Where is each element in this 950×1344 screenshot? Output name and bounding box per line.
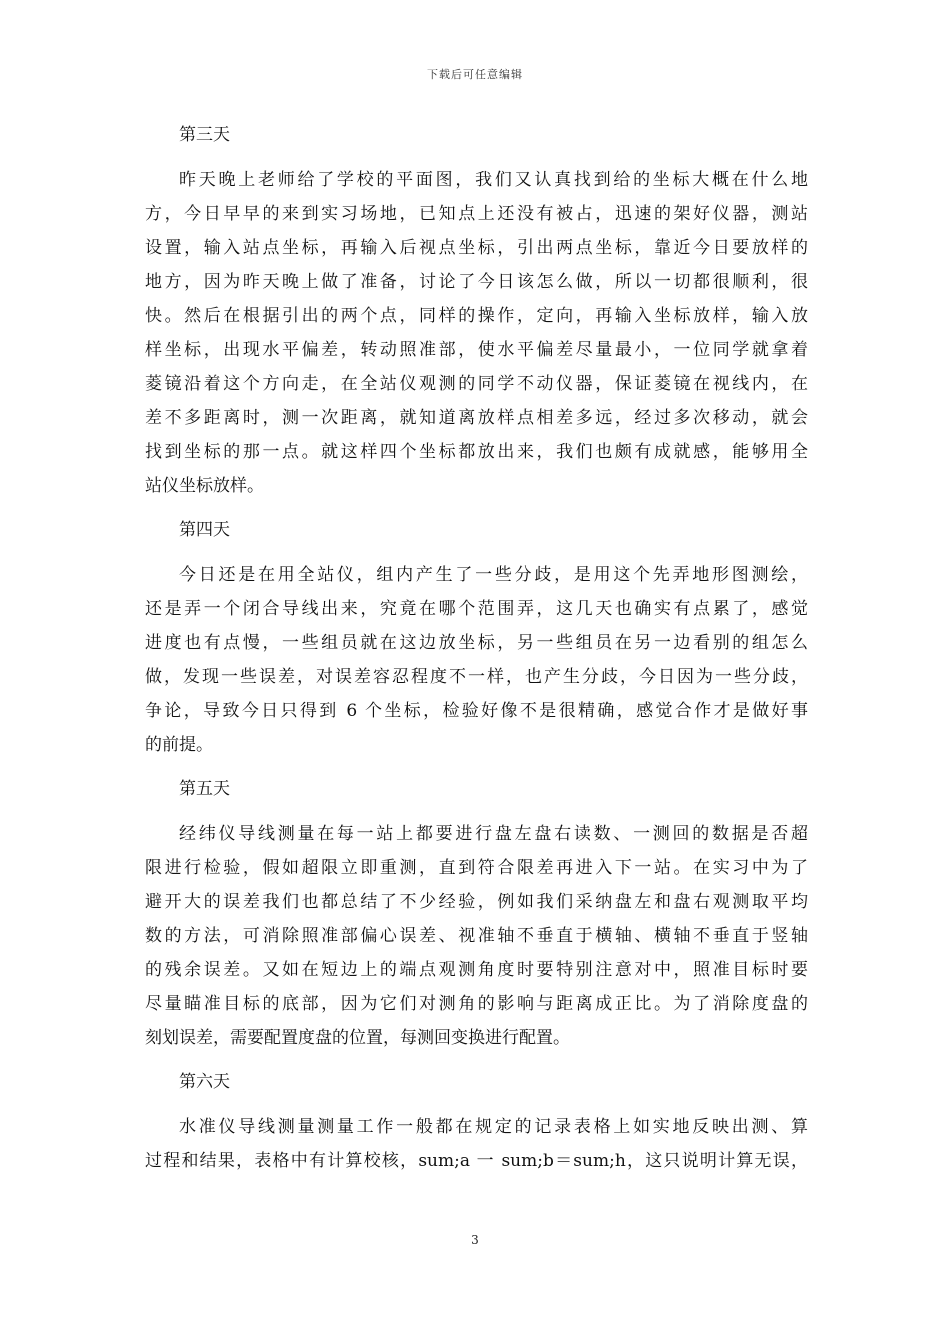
page-number: 3 (471, 1233, 479, 1247)
text-line: 数的方法，可消除照准部偏心误差、视准轴不垂直于横轴、横轴不垂直于竖轴 (145, 926, 808, 946)
text-line: 找到坐标的那一点。就这样四个坐标都放出来，我们也颇有成就感，能够用全 (145, 442, 808, 462)
text-line: 差不多距离时，测一次距离，就知道离放样点相差多远，经过多次移动，就会 (145, 408, 808, 428)
text-line: 的前提。 (145, 735, 213, 755)
text-line: 争论，导致今日只得到 6 个坐标，检验好像不是很精确，感觉合作才是做好事 (145, 701, 808, 721)
text-line: 设置，输入站点坐标，再输入后视点坐标，引出两点坐标，靠近今日要放样的 (145, 238, 808, 258)
text-line: 经纬仪导线测量在每一站上都要进行盘左盘右读数、一测回的数据是否超 (179, 824, 808, 844)
section-heading-day4: 第四天 (179, 520, 230, 540)
text-line: 站仪坐标放样。 (145, 476, 264, 496)
paragraph-day6 (145, 1110, 808, 1178)
text-line: 过程和结果，表格中有计算校核，sum;a 一 sum;b＝sum;h，这只说明计算无误， (145, 1151, 808, 1171)
text-line: 样坐标，出现水平偏差，转动照准部，使水平偏差尽量最小，一位同学就拿着 (145, 340, 808, 360)
document-body (145, 118, 808, 1188)
section-heading-day5: 第五天 (179, 779, 230, 799)
text-line: 快。然后在根据引出的两个点，同样的操作，定向，再输入坐标放样，输入放 (145, 306, 808, 326)
text-line: 还是弄一个闭合导线出来，究竟在哪个范围弄，这几天也确实有点累了，感觉 (145, 599, 808, 619)
text-line: 昨天晚上老师给了学校的平面图，我们又认真找到给的坐标大概在什么地 (179, 170, 808, 190)
text-line: 避开大的误差我们也都总结了不少经验，例如我们采纳盘左和盘右观测取平均 (145, 892, 808, 912)
text-line: 地方，因为昨天晚上做了准备，讨论了今日该怎么做，所以一切都很顺利，很 (145, 272, 808, 292)
page-header: 下载后可任意编辑 (427, 68, 523, 81)
paragraph-day3 (145, 163, 808, 503)
text-line: 今日还是在用全站仪，组内产生了一些分歧，是用这个先弄地形图测绘， (179, 565, 808, 585)
section-heading-day3: 第三天 (179, 125, 230, 145)
text-line: 限进行检验，假如超限立即重测，直到符合限差再进入下一站。在实习中为了 (145, 858, 808, 878)
section-heading-day6: 第六天 (179, 1072, 230, 1092)
text-line: 做，发现一些误差，对误差容忍程度不一样，也产生分歧，今日因为一些分歧， (145, 667, 808, 687)
text-line: 方，今日早早的来到实习场地，已知点上还没有被占，迅速的架好仪器，测站 (145, 204, 808, 224)
text-line: 刻划误差，需要配置度盘的位置，每测回变换进行配置。 (145, 1028, 570, 1048)
text-line: 菱镜沿着这个方向走，在全站仪观测的同学不动仪器，保证菱镜在视线内，在 (145, 374, 808, 394)
text-line: 进度也有点慢，一些组员就在这边放坐标，另一些组员在另一边看别的组怎么 (145, 633, 808, 653)
paragraph-day5 (145, 817, 808, 1055)
paragraph-day4 (145, 558, 808, 762)
text-line: 尽量瞄准目标的底部，因为它们对测角的影响与距离成正比。为了消除度盘的 (145, 994, 808, 1014)
text-line: 的残余误差。又如在短边上的端点观测角度时要特别注意对中，照准目标时要 (145, 960, 808, 980)
text-line: 水准仪导线测量测量工作一般都在规定的记录表格上如实地反映出测、算 (179, 1117, 808, 1137)
